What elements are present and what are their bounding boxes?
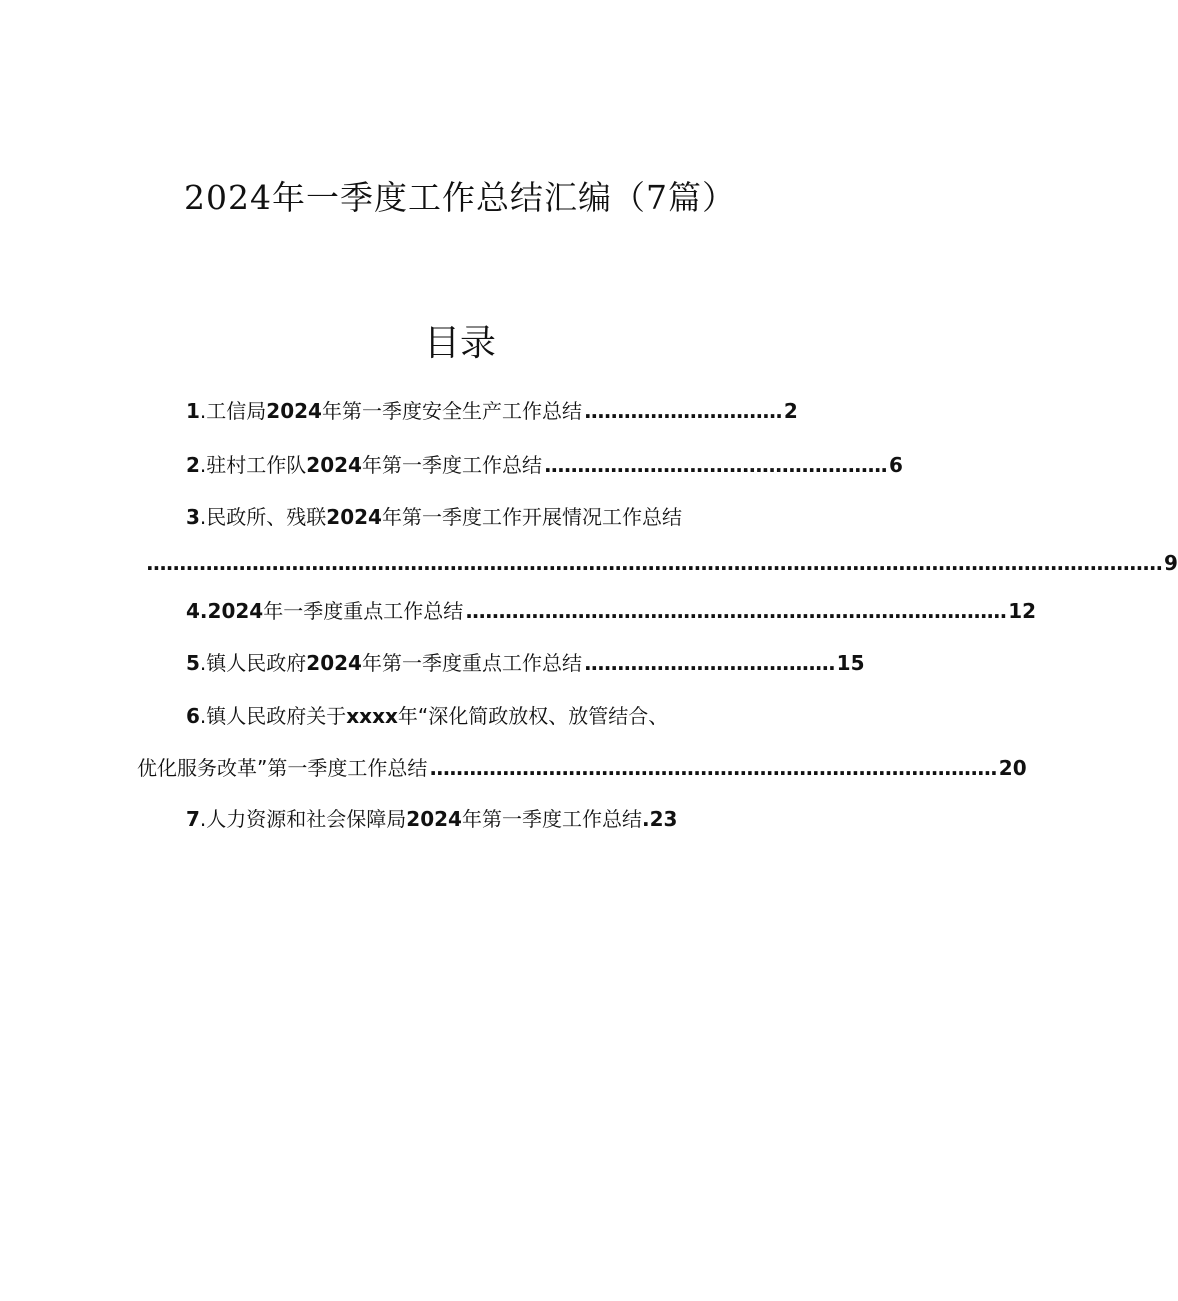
toc-entry-number: 5 xyxy=(186,651,200,675)
toc-dot-leader: .................................................... xyxy=(543,453,888,477)
toc-page-number: 20 xyxy=(998,756,1027,780)
toc-entry-title: .镇人民政府关于xxxx年“深化简政放权、放管结合、 xyxy=(199,704,669,728)
toc-entry-6[interactable] xyxy=(186,706,786,726)
toc-heading: 目录 xyxy=(423,323,496,364)
toc-entry-number: 4 xyxy=(186,599,200,623)
toc-entry-title: .2024年一季度重点工作总结 xyxy=(199,599,464,623)
toc-entry-1[interactable] xyxy=(186,399,798,423)
toc-entry-4[interactable] xyxy=(186,599,1037,623)
toc-dot-leader: ...................................... xyxy=(583,651,835,675)
toc-entry-3-continuation[interactable] xyxy=(144,551,1178,575)
toc-entry-number: 1 xyxy=(186,399,200,423)
toc-page-number: 2 xyxy=(783,399,798,423)
toc-page-number: 15 xyxy=(836,651,865,675)
toc-entry-number: 3 xyxy=(186,505,200,529)
toc-entry-7[interactable] xyxy=(186,809,766,829)
toc-page-number: 9 xyxy=(1164,551,1178,575)
toc-page-number: 23 xyxy=(649,807,678,831)
toc-entry-number: 6 xyxy=(186,704,200,728)
toc-entry-5[interactable] xyxy=(186,651,865,675)
toc-dot-leader: ...................................................................................... xyxy=(429,756,997,780)
toc-entry-2[interactable] xyxy=(186,453,903,477)
toc-entry-3[interactable] xyxy=(186,507,786,527)
toc-dot-leader: .......................................................................................................................................................... xyxy=(146,551,1163,575)
toc-dot-leader: .................................................................................. xyxy=(465,599,1007,623)
toc-entry-title-line2: 优化服务改革”第一季度工作总结 xyxy=(137,756,428,780)
toc-entry-number: 2 xyxy=(186,453,200,477)
toc-entry-title: .驻村工作队2024年第一季度工作总结 xyxy=(199,453,542,477)
toc-entry-title: .民政所、残联2024年第一季度工作开展情况工作总结 xyxy=(199,505,682,529)
toc-page-number: 12 xyxy=(1008,599,1037,623)
toc-entry-number: 7 xyxy=(186,807,200,831)
document-title: 2024年一季度工作总结汇编（7篇） xyxy=(184,178,736,217)
toc-page-number: 6 xyxy=(889,453,903,477)
toc-entry-6-continuation[interactable] xyxy=(137,756,1027,780)
toc-entry-title: .工信局2024年第一季度安全生产工作总结 xyxy=(199,399,582,423)
toc-dot-leader: . xyxy=(641,807,650,831)
toc-dot-leader: .............................. xyxy=(583,399,782,423)
toc-entry-title: .镇人民政府2024年第一季度重点工作总结 xyxy=(199,651,582,675)
toc-entry-title: .人力资源和社会保障局2024年第一季度工作总结 xyxy=(199,807,642,831)
